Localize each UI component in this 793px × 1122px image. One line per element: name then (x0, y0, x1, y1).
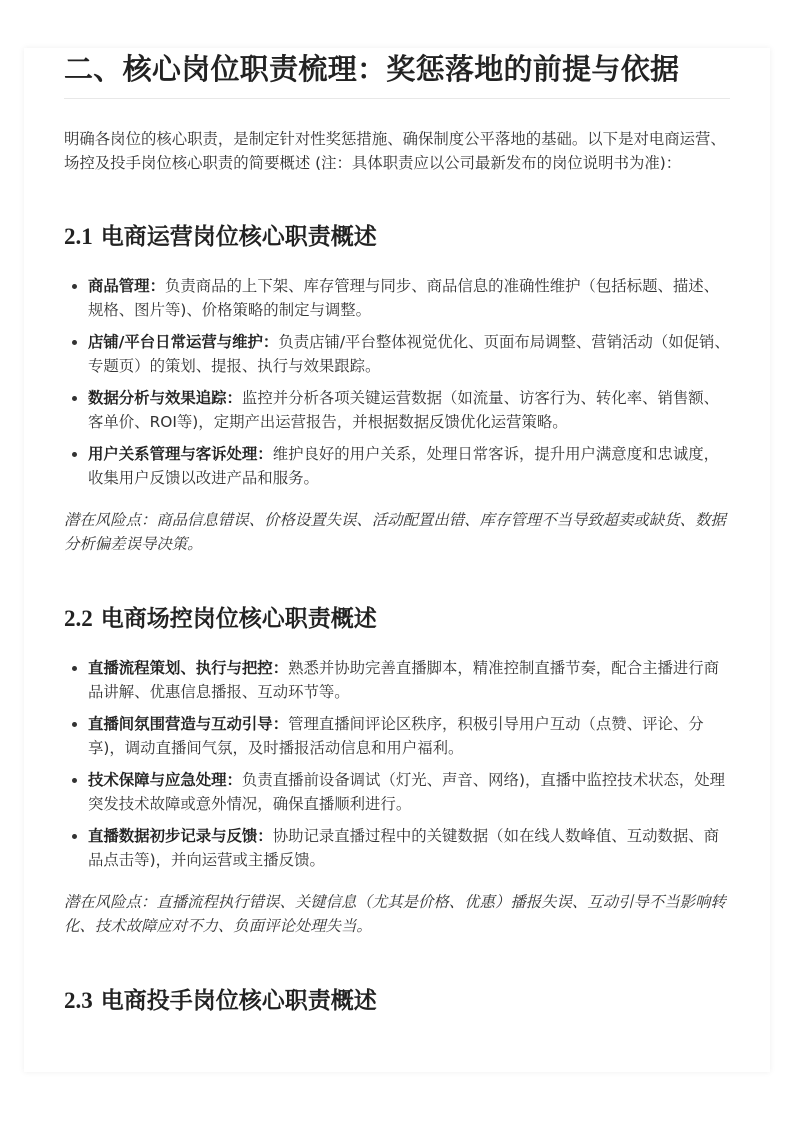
duty-label: 店铺/平台日常运营与维护： (88, 333, 279, 351)
section-title-text: 电商场控岗位核心职责概述 (100, 606, 377, 632)
bullet-icon (72, 396, 77, 401)
section-number: 2.1 (64, 224, 93, 249)
duty-text: 负责直播前设备调试（灯光、声音、网络)，直播中监控技术状态，处理突发技术故障或意外情况，确保直播顺利进行。 (88, 771, 726, 813)
risk-note: 潜在风险点：商品信息错误、价格设置失误、活动配置出错、库存管理不当导致超卖或缺货、数据分析偏差误导决策。 (64, 511, 726, 553)
duty-text: 负责商品的上下架、库存管理与同步、商品信息的准确性维护（包括标题、描述、规格、图片等)、价格策略的制定与调整。 (88, 277, 720, 319)
section-number: 2.3 (64, 988, 93, 1013)
duty-text: 管理直播间评论区秩序，积极引导用户互动（点赞、评论、分享)，调动直播间气氛，及时播报活动信息和用户福利。 (88, 715, 704, 757)
document-content (64, 48, 730, 1016)
bullet-icon (72, 284, 77, 289)
bullet-icon (72, 722, 77, 727)
duty-label: 数据分析与效果追踪： (88, 389, 242, 407)
duty-text: 熟悉并协助完善直播脚本，精准控制直播节奏，配合主播进行商品讲解、优惠信息播报、互动环节等。 (88, 659, 720, 701)
bullet-icon (72, 834, 77, 839)
list-item (88, 330, 730, 378)
section-heading (64, 986, 730, 1016)
duty-label: 用户关系管理与客诉处理： (88, 445, 273, 463)
list-item (88, 386, 730, 434)
risk-note: 潜在风险点：直播流程执行错误、关键信息（尤其是价格、优惠）播报失误、互动引导不当影响转化、技术故障应对不力、负面评论处理失当。 (64, 893, 726, 935)
duty-label: 技术保障与应急处理： (88, 771, 242, 789)
page-title: 二、核心岗位职责梳理：奖惩落地的前提与依据 (64, 50, 730, 99)
bullet-icon (72, 778, 77, 783)
intro-paragraph: 明确各岗位的核心职责，是制定针对性奖惩措施、确保制度公平落地的基础。以下是对电商运营、场控及投手岗位核心职责的简要概述 (注：具体职责应以公司最新发布的岗位说明书为准)： (64, 130, 726, 172)
section-2-1 (64, 222, 730, 556)
section-title-text: 电商投手岗位核心职责概述 (100, 988, 377, 1014)
duty-text: 维护良好的用户关系，处理日常客诉，提升用户满意度和忠诚度，收集用户反馈以改进产品和服务。 (88, 445, 720, 487)
bullet-icon (72, 666, 77, 671)
duty-text: 监控并分析各项关键运营数据（如流量、访客行为、转化率、销售额、客单价、ROI等)，定期产出运营报告，并根据数据反馈优化运营策略。 (88, 389, 720, 431)
list-item (88, 274, 730, 322)
document-page (24, 48, 770, 1072)
duty-list (64, 656, 730, 872)
section-number: 2.2 (64, 606, 93, 631)
list-item (88, 656, 730, 704)
duty-label: 直播数据初步记录与反馈： (88, 827, 273, 845)
duty-text: 协助记录直播过程中的关键数据（如在线人数峰值、互动数据、商品点击等)，并向运营或主播反馈。 (88, 827, 720, 869)
list-item (88, 824, 730, 872)
duty-list (64, 274, 730, 490)
bullet-icon (72, 340, 77, 345)
duty-label: 直播间氛围营造与互动引导： (88, 715, 289, 733)
section-title-text: 电商运营岗位核心职责概述 (100, 224, 377, 250)
duty-label: 商品管理： (88, 277, 165, 295)
duty-text: 负责店铺/平台整体视觉优化、页面布局调整、营销活动（如促销、专题页）的策划、提报、执行与效果跟踪。 (88, 333, 730, 375)
list-item (88, 768, 730, 816)
list-item (88, 442, 730, 490)
bullet-icon (72, 452, 77, 457)
section-heading (64, 222, 730, 252)
duty-label: 直播流程策划、执行与把控： (88, 659, 289, 677)
list-item (88, 712, 730, 760)
section-heading (64, 604, 730, 634)
section-2-3 (64, 986, 730, 1016)
section-2-2 (64, 604, 730, 938)
